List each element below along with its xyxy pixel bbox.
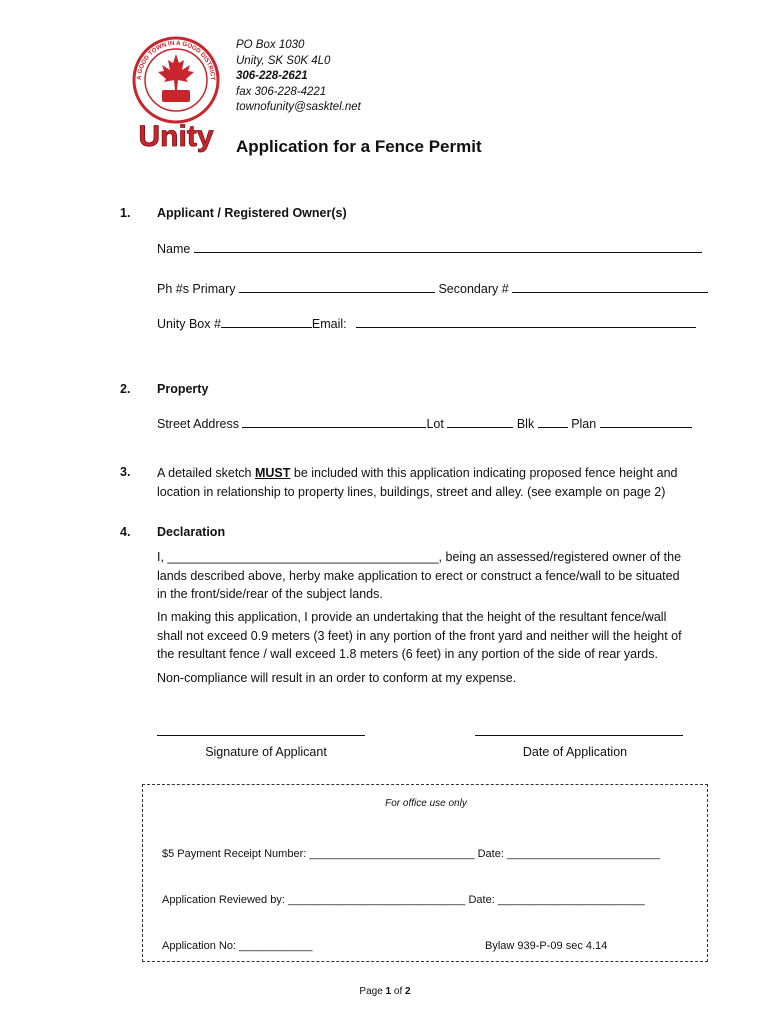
page-title: Application for a Fence Permit [236, 137, 482, 156]
street-address-field[interactable] [242, 415, 426, 428]
svg-text:Unity: Unity [138, 120, 214, 153]
reviewed-by-label: Application Reviewed by: [162, 894, 285, 906]
name-row [157, 240, 702, 256]
declaration-line-3: in the front/side/rear of the subject lands. [157, 587, 383, 601]
bylaw-reference: Bylaw 939-P-09 sec 4.14 [485, 940, 608, 952]
section-4-number: 4. [120, 525, 131, 539]
reviewed-date-label: Date: [468, 894, 495, 906]
sketch-text-after: be included with this application indicating proposed fence height and [290, 466, 678, 480]
reviewed-row [162, 894, 645, 906]
date-line[interactable] [475, 735, 683, 736]
page-total: 2 [405, 986, 411, 997]
property-row [157, 415, 692, 431]
receipt-row [162, 848, 660, 860]
undertaking-line-3: the resultant fence / wall exceed 1.8 meters (6 feet) in any portion of the side of rear yards. [157, 647, 658, 661]
svg-text:A GOOD TOWN IN A GOOD DISTRICT: A GOOD TOWN IN A GOOD DISTRICT [135, 39, 217, 81]
section-1-heading: Applicant / Registered Owner(s) [157, 206, 347, 220]
undertaking-line-1: In making this application, I provide an undertaking that the height of the resultant fence/wall [157, 610, 667, 624]
plan-field[interactable] [600, 415, 692, 428]
page-prefix: Page [359, 986, 386, 997]
section-4-heading: Declaration [157, 525, 226, 539]
unity-logo-graphic [124, 34, 228, 166]
page-current: 1 [385, 986, 392, 997]
office-use-title: For office use only [385, 798, 467, 809]
signature-label: Signature of Applicant [205, 745, 327, 759]
lot-field[interactable] [447, 415, 513, 428]
receipt-field[interactable]: ___________________________ [309, 848, 475, 860]
po-box: PO Box 1030 [236, 39, 305, 51]
city-address: Unity, SK S0K 4L0 [236, 54, 331, 67]
secondary-phone-label: Secondary # [438, 282, 509, 296]
section-2-number: 2. [120, 382, 131, 396]
page-number [0, 986, 770, 997]
declarant-name-field[interactable]: _______________________________________ [167, 550, 439, 564]
primary-phone-label: Ph #s Primary [157, 282, 236, 296]
name-label: Name [157, 242, 191, 256]
name-field[interactable] [194, 240, 702, 253]
secondary-phone-field[interactable] [512, 280, 708, 293]
fax-number: fax 306-228-4221 [236, 85, 327, 98]
sketch-text-before: A detailed sketch [157, 466, 255, 480]
decl-start: I, [157, 550, 168, 564]
receipt-date-label: Date: [477, 848, 504, 860]
office-use-box [142, 784, 708, 962]
date-of-application-label: Date of Application [522, 745, 628, 759]
unity-box-field[interactable] [221, 315, 312, 328]
contact-block [236, 38, 361, 116]
blk-label: Blk [516, 417, 535, 431]
declaration-line-1 [157, 548, 705, 567]
receipt-date-field[interactable]: _________________________ [506, 848, 660, 860]
signature-line[interactable] [157, 735, 365, 736]
plan-label: Plan [571, 417, 597, 431]
reviewed-date-field[interactable]: ________________________ [497, 894, 645, 906]
street-address-label: Street Address [157, 417, 239, 431]
reviewed-by-field[interactable]: _____________________________ [287, 894, 466, 906]
declaration-text [157, 548, 705, 604]
undertaking-text [157, 608, 705, 664]
section-3-number: 3. [120, 465, 131, 479]
receipt-label: $5 Payment Receipt Number: [162, 848, 307, 860]
decl-rest: , being an assessed/registered owner of the [438, 550, 682, 564]
town-logo [124, 34, 228, 166]
sketch-requirement [157, 464, 705, 501]
section-1-number: 1. [120, 206, 131, 220]
undertaking-line-2: shall not exceed 0.9 meters (3 feet) in any portion of the front yard and neither will the height of [157, 628, 682, 643]
page-of: of [391, 986, 406, 997]
application-no-field[interactable]: ____________ [239, 940, 313, 952]
primary-phone-field[interactable] [239, 280, 435, 293]
phone-number: 306-228-2621 [236, 70, 308, 82]
lot-label: Lot [426, 417, 444, 431]
phone-row [157, 280, 708, 296]
email-label: Email: [311, 317, 347, 331]
must-emphasis: MUST [254, 466, 291, 480]
noncompliance-text: Non-compliance will result in an order to conform at my expense. [157, 671, 517, 685]
application-no-row [162, 940, 312, 952]
section-2-heading: Property [157, 382, 209, 396]
blk-field[interactable] [538, 415, 568, 428]
unity-box-label: Unity Box # [157, 317, 221, 331]
sketch-line-1 [157, 464, 705, 483]
email-field[interactable] [356, 315, 696, 328]
box-email-row [157, 315, 696, 331]
sketch-line-2: location in relationship to property lines, buildings, street and alley. (see example on page 2) [157, 484, 666, 499]
email-address: townofunity@sasktel.net [236, 101, 361, 113]
application-no-label: Application No: [162, 940, 236, 952]
declaration-line-2: lands described above, herby make application to erect or construct a fence/wall to be situated [157, 568, 680, 583]
